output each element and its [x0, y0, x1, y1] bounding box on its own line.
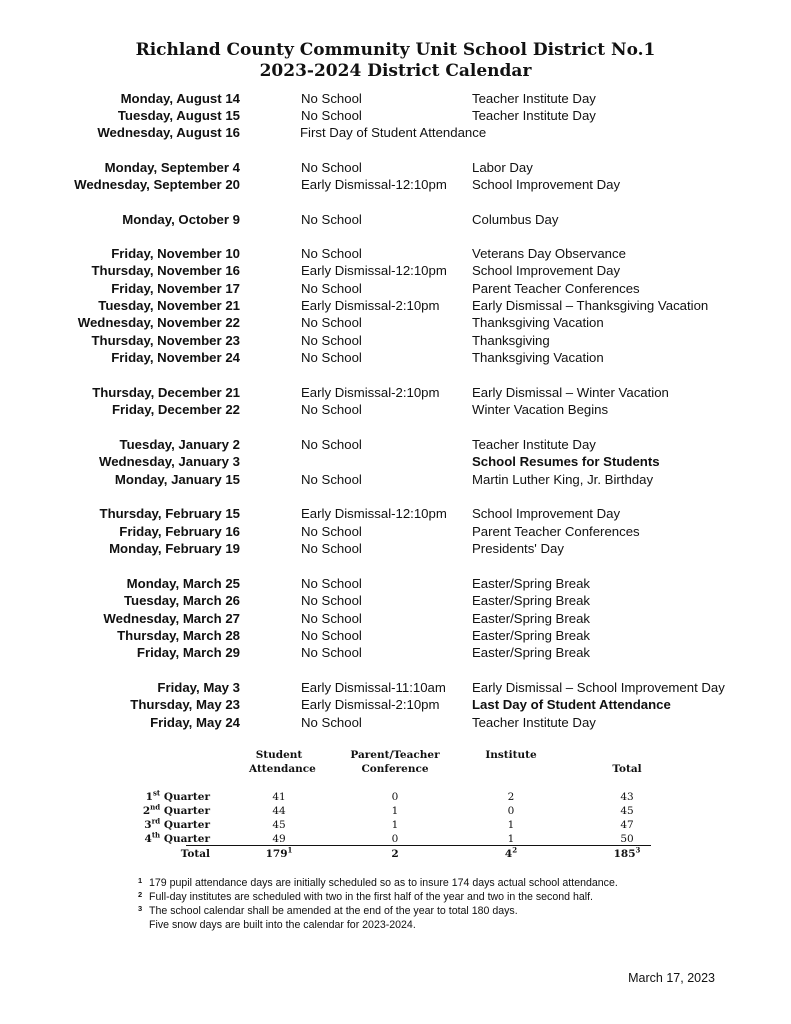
event-date: Thursday, March 28	[117, 628, 240, 643]
event-status: No School	[301, 350, 362, 365]
event-description: Teacher Institute Day	[472, 91, 596, 106]
event-date: Thursday, February 15	[99, 506, 240, 521]
institute-days: 2	[507, 791, 515, 803]
quarter-label: 2nd Quarter	[142, 802, 210, 817]
event-status: Early Dismissal-2:10pm	[301, 697, 440, 712]
quarter-row	[0, 804, 791, 818]
total-days: $185^3$	[613, 845, 641, 860]
conference-days: 0	[391, 791, 399, 803]
conference-days: 0	[391, 833, 399, 845]
event-date: Thursday, May 23	[130, 697, 240, 712]
calendar-event-row	[0, 523, 791, 540]
calendar-event-row	[0, 176, 791, 193]
footnote-text: Full-day institutes are scheduled with two in the first half of the year and two in the second half.	[149, 891, 594, 903]
event-status: Early Dismissal-11:10am	[301, 680, 446, 695]
calendar-event-row	[0, 540, 791, 557]
event-status: Early Dismissal-12:10pm	[301, 506, 447, 521]
event-status: No School	[301, 108, 362, 123]
calendar-event-row	[0, 297, 791, 314]
event-description: Teacher Institute Day	[472, 108, 596, 123]
event-description: Parent Teacher Conferences	[472, 281, 640, 296]
event-date: Friday, March 29	[136, 645, 240, 660]
calendar-event-row	[0, 696, 791, 713]
event-status: No School	[301, 593, 362, 608]
event-date: Monday, October 9	[122, 212, 240, 227]
calendar-event-row	[0, 592, 791, 609]
event-status: No School	[301, 281, 362, 296]
calendar-event-row	[0, 575, 791, 592]
footnote-number: 3	[138, 904, 143, 913]
event-status: No School	[301, 524, 362, 539]
district-title: Richland County Community Unit School District No.1	[135, 40, 656, 60]
calendar-title: 2023-2024 District Calendar	[259, 61, 532, 81]
calendar-event-row	[0, 124, 791, 141]
event-description: School Improvement Day	[472, 177, 621, 192]
event-date: Friday, May 24	[150, 715, 240, 730]
event-date: Tuesday, March 26	[123, 593, 240, 608]
event-status: Early Dismissal-12:10pm	[301, 177, 447, 192]
event-description: Early Dismissal – Thanksgiving Vacation	[472, 298, 709, 313]
event-status: Early Dismissal-12:10pm	[301, 263, 447, 278]
calendar-event-row	[0, 332, 791, 349]
event-description: Thanksgiving Vacation	[472, 350, 604, 365]
footer-date: March 17, 2023	[628, 971, 715, 985]
event-date: Monday, March 25	[126, 576, 240, 591]
event-date: Friday, November 10	[111, 246, 240, 261]
quarter-total: 43	[620, 791, 634, 803]
event-date: Thursday, November 23	[91, 333, 240, 348]
event-date: Tuesday, November 21	[98, 298, 240, 313]
event-status: No School	[301, 246, 362, 261]
event-status: No School	[301, 212, 362, 227]
col-header-parent-teacher: Parent/Teacher Conference	[350, 749, 440, 775]
event-description: Martin Luther King, Jr. Birthday	[472, 472, 654, 487]
event-status: No School	[301, 315, 362, 330]
event-status: No School	[301, 437, 362, 452]
calendar-event-row	[0, 90, 791, 107]
event-date: Monday, January 15	[114, 472, 240, 487]
calendar-event-row	[0, 644, 791, 661]
event-description: Parent Teacher Conferences	[472, 524, 640, 539]
calendar-event-row	[0, 401, 791, 418]
quarter-total: 50	[620, 833, 634, 845]
event-status: Early Dismissal-2:10pm	[301, 385, 440, 400]
attendance-days: 49	[272, 833, 286, 845]
event-date: Thursday, December 21	[92, 385, 240, 400]
event-date: Friday, December 22	[111, 402, 240, 417]
quarter-label: 3rd Quarter	[144, 816, 210, 831]
calendar-event-row	[0, 159, 791, 176]
event-status: No School	[301, 402, 362, 417]
calendar-event-row	[0, 262, 791, 279]
event-status: No School	[301, 715, 362, 730]
attendance-days: 45	[272, 819, 286, 831]
col-header-total: Total	[612, 763, 642, 775]
footnote-number: 2	[138, 890, 143, 899]
quarter-total: 47	[620, 819, 634, 831]
event-description: Presidents' Day	[472, 541, 564, 556]
event-status: No School	[301, 541, 362, 556]
event-date: Wednesday, March 27	[103, 611, 240, 626]
institute-days: 1	[507, 819, 515, 831]
quarter-total: 45	[620, 805, 634, 817]
event-status: No School	[301, 645, 362, 660]
calendar-event-row	[0, 211, 791, 228]
event-description: Easter/Spring Break	[472, 611, 591, 626]
total-institute: $4^2$	[504, 845, 518, 860]
event-status: No School	[301, 91, 362, 106]
event-date: Wednesday, August 16	[97, 125, 240, 140]
total-rule	[186, 845, 651, 846]
event-description: Easter/Spring Break	[472, 645, 591, 660]
event-date: Friday, November 17	[111, 281, 240, 296]
event-date: Friday, February 16	[119, 524, 240, 539]
event-status: No School	[301, 611, 362, 626]
calendar-event-row	[0, 714, 791, 731]
event-description: Veterans Day Observance	[472, 246, 626, 261]
calendar-event-row	[0, 627, 791, 644]
calendar-event-row	[0, 679, 791, 696]
calendar-event-row	[0, 436, 791, 453]
attendance-days: 44	[272, 805, 286, 817]
col-header-institute: Institute	[485, 749, 537, 761]
calendar-event-row	[0, 107, 791, 124]
conference-days: 1	[391, 805, 399, 817]
event-description: School Improvement Day	[472, 263, 621, 278]
calendar-event-row	[0, 610, 791, 627]
event-date: Monday, August 14	[120, 91, 240, 106]
quarter-label: 4th Quarter	[144, 830, 210, 845]
calendar-event-row	[0, 349, 791, 366]
event-description: Labor Day	[472, 160, 533, 175]
event-date: Wednesday, January 3	[99, 454, 240, 469]
footnote-number: 1	[138, 876, 143, 885]
institute-days: 0	[507, 805, 515, 817]
footnote-text: Five snow days are built into the calendar for 2023-2024.	[149, 919, 416, 931]
event-date: Monday, February 19	[109, 541, 240, 556]
event-description: Teacher Institute Day	[472, 437, 596, 452]
event-date: Friday, November 24	[111, 350, 240, 365]
event-description: Easter/Spring Break	[472, 576, 591, 591]
quarter-row	[0, 818, 791, 832]
event-description: Early Dismissal – School Improvement Day	[472, 680, 725, 695]
event-status: No School	[301, 333, 362, 348]
event-status: No School	[301, 628, 362, 643]
event-description: School Improvement Day	[472, 506, 621, 521]
footnote-text: 179 pupil attendance days are initially scheduled so as to insure 174 days actual school attendance.	[149, 877, 618, 889]
attendance-days: 41	[272, 791, 286, 803]
event-status: No School	[301, 160, 362, 175]
event-date: Thursday, November 16	[91, 263, 240, 278]
event-description: Thanksgiving Vacation	[472, 315, 604, 330]
event-status: No School	[301, 472, 362, 487]
total-attendance: $179^1$	[265, 845, 293, 860]
event-description: Easter/Spring Break	[472, 628, 591, 643]
event-date: Wednesday, September 20	[74, 177, 240, 192]
event-description: Early Dismissal – Winter Vacation	[472, 385, 669, 400]
event-date: Wednesday, November 22	[77, 315, 240, 330]
conference-days: 1	[391, 819, 399, 831]
event-description: Columbus Day	[472, 212, 559, 227]
institute-days: 1	[507, 833, 515, 845]
quarter-row	[0, 832, 791, 846]
calendar-event-row	[0, 245, 791, 262]
event-description: Thanksgiving	[472, 333, 550, 348]
calendar-event-row	[0, 384, 791, 401]
event-description: School Resumes for Students	[472, 454, 660, 469]
event-date: Friday, May 3	[157, 680, 240, 695]
quarter-row	[0, 790, 791, 804]
event-description: Easter/Spring Break	[472, 593, 591, 608]
event-description: Last Day of Student Attendance	[472, 697, 671, 712]
totals-row	[0, 847, 791, 861]
footnote-text: The school calendar shall be amended at the end of the year to total 180 days.	[149, 905, 518, 917]
event-description: Winter Vacation Begins	[472, 402, 609, 417]
calendar-event-row	[0, 505, 791, 522]
event-description: First Day of Student Attendance	[300, 125, 487, 140]
quarter-label: 1st Quarter	[145, 788, 210, 803]
event-description: Teacher Institute Day	[472, 715, 596, 730]
event-date: Tuesday, August 15	[117, 108, 240, 123]
calendar-event-row	[0, 280, 791, 297]
totals-label: Total	[180, 848, 210, 860]
event-date: Tuesday, January 2	[119, 437, 240, 452]
event-status: No School	[301, 576, 362, 591]
calendar-event-row	[0, 314, 791, 331]
calendar-event-row	[0, 471, 791, 488]
total-conference: 2	[391, 848, 399, 860]
calendar-event-row	[0, 453, 791, 470]
event-status: Early Dismissal-2:10pm	[301, 298, 440, 313]
col-header-student: Student Attendance	[249, 749, 316, 775]
event-date: Monday, September 4	[104, 160, 240, 175]
